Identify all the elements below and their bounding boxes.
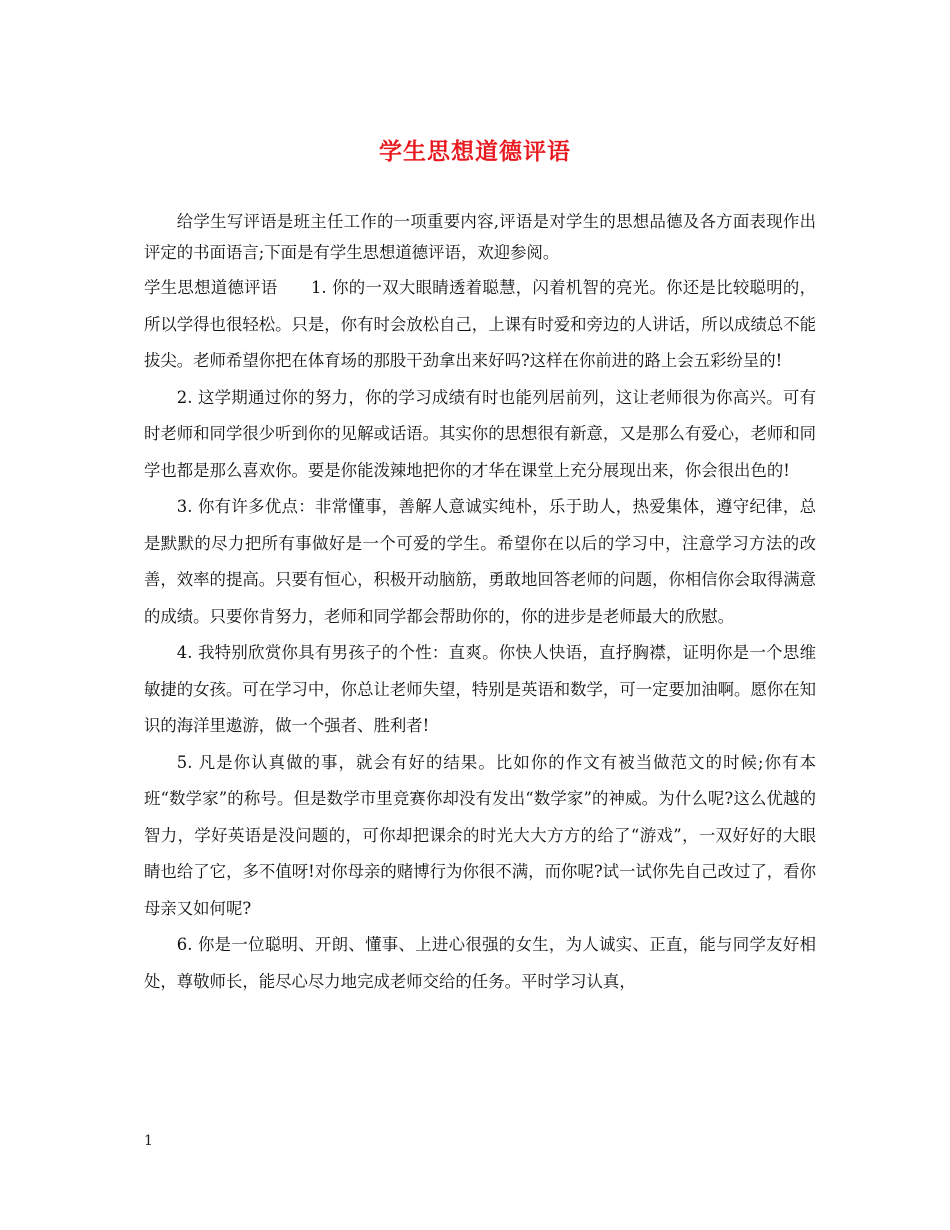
paragraph-4: 4. 我特别欣赏你具有男孩子的个性：直爽。你快人快语，直抒胸襟，证明你是一个思维敏捷的女孩。可在学习中，你总让老师失望，特别是英语和数学，可一定要加油啊。愿你在知识的海洋里遨游，做一个强者、胜利者! (144, 643, 817, 735)
paragraph-5: 5. 凡是你认真做的事，就会有好的结果。比如你的作文有被当做范文的时候;你有本班“数学家”的称号。但是数学市里竞赛你却没有发出“数学家”的神威。为什么呢?这么优越的智力，学好英语是没问题的，可你却把课余的时光大大方方的给了“游戏”，一双好好的大眼睛也给了它，多不值呀!对你母亲的赌博行为你很不满，而你呢?试一试你先自己改过了，看你母亲又如何呢? (144, 752, 816, 918)
paragraph-3: 3. 你有许多优点：非常懂事，善解人意诚实纯朴，乐于助人，热爱集体，遵守纪律，总是默默的尽力把所有事做好是一个可爱的学生。希望你在以后的学习中，注意学习方法的改善，效率的提高。只要有恒心，积极开动脑筋，勇敢地回答老师的问题，你相信你会取得满意的成绩。只要你肯努力，老师和同学都会帮助你的，你的进步是老师最大的欣慰。 (144, 497, 817, 626)
page-title: 学生思想道德评语 (379, 139, 571, 165)
document-body (144, 206, 816, 1000)
intro-paragraph: 给学生写评语是班主任工作的一项重要内容,评语是对学生的思想品德及各方面表现作出评定的书面语言;下面是有学生思想道德评语，欢迎参阅。 (144, 212, 816, 262)
page-number: 1 (144, 1133, 153, 1149)
paragraph-6: 6. 你是一位聪明、开朗、懂事、上进心很强的女生，为人诚实、正直，能与同学友好相处，尊敬师长，能尽心尽力地完成老师交给的任务。平时学习认真， (144, 935, 816, 991)
paragraph-2: 2. 这学期通过你的努力，你的学习成绩有时也能列居前列，这让老师很为你高兴。可有时老师和同学很少听到你的见解或话语。其实你的思想很有新意，又是那么有爱心，老师和同学也都是那么喜欢你。要是你能泼辣地把你的才华在课堂上充分展现出来，你会很出色的! (144, 387, 817, 480)
paragraph-1: 学生思想道德评语 1. 你的一双大眼睛透着聪慧，闪着机智的亮光。你还是比较聪明的，所以学得也很轻松。只是，你有时会放松自己，上课有时爱和旁边的人讲话，所以成绩总不能拔尖。老师希望你把在体育场的那股干劲拿出来好吗?这样在你前进的路上会五彩纷呈的! (144, 278, 817, 370)
